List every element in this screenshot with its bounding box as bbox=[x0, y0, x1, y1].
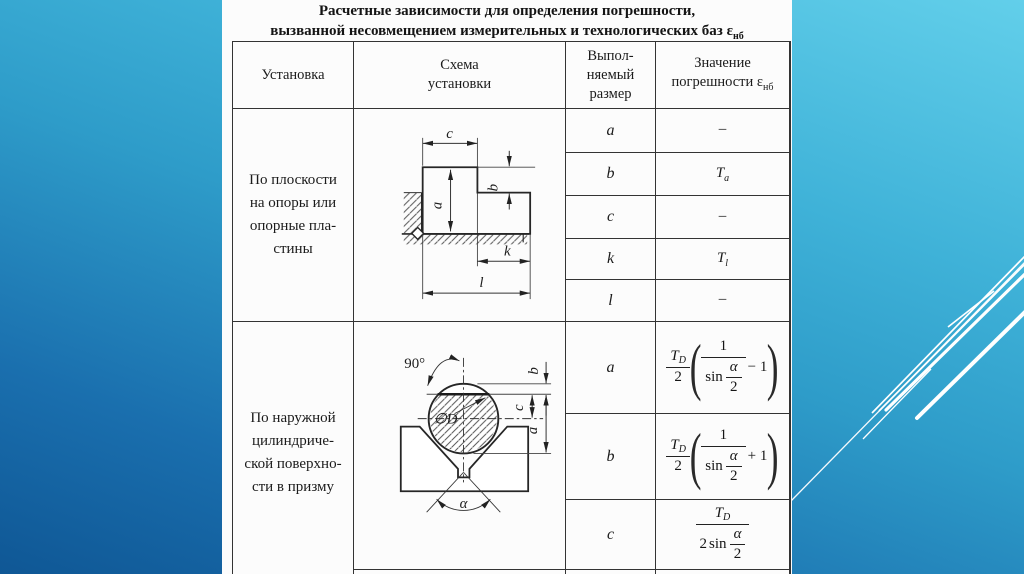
row1-size-l: l bbox=[566, 280, 656, 322]
row1-size-a: a bbox=[566, 109, 656, 153]
dim2-c-label: c bbox=[511, 404, 528, 411]
angle-alpha-label: α bbox=[459, 496, 468, 513]
row1-value-c: – bbox=[656, 196, 790, 239]
header-schema: Схема установки bbox=[354, 42, 566, 109]
dim-k-label: k bbox=[503, 243, 511, 260]
header-znachenie: Значение погрешности $\varepsilon_{нб}$ bbox=[656, 42, 790, 109]
cut-row-value-cell bbox=[656, 570, 790, 574]
content-panel bbox=[222, 0, 792, 574]
angle-90-label: 90° bbox=[404, 355, 426, 372]
dim-l-label: l bbox=[479, 275, 484, 292]
row2-label: По наружной цилиндриче- ской поверхно- сти в призму bbox=[233, 322, 354, 574]
diameter-label: ∅D bbox=[433, 411, 458, 428]
row2-value-c bbox=[656, 500, 790, 570]
row1-size-k: k bbox=[566, 239, 656, 280]
row1-size-b: b bbox=[566, 153, 656, 196]
dim-b-label: b bbox=[485, 183, 502, 192]
slide-title bbox=[222, 2, 792, 46]
row1-value-b: $T_a$ bbox=[656, 153, 790, 196]
row1-schematic bbox=[354, 109, 566, 322]
error-table bbox=[232, 41, 791, 574]
row1-size-c: c bbox=[566, 196, 656, 239]
row1-value-l: – bbox=[656, 280, 790, 322]
title-line2: вызванной несовмещением измерительных и технологических баз $\varepsilon_{нб}$ bbox=[270, 22, 744, 42]
row1-value-a: – bbox=[656, 109, 790, 153]
cut-row-schema-cell bbox=[354, 570, 566, 574]
dim-c-label: c bbox=[446, 125, 453, 142]
row2-schematic-svg bbox=[354, 322, 565, 569]
dim2-b-label: b bbox=[526, 367, 543, 375]
row2-size-c: c bbox=[566, 500, 656, 570]
formula-a: T $_D$ 2 ( 1 sin α 2 − 1 ) bbox=[666, 337, 778, 398]
row2-size-b: b bbox=[566, 414, 656, 500]
title-line1: Расчетные зависимости для определения погрешности, bbox=[318, 3, 696, 19]
row1-value-k: $T_l$ bbox=[656, 239, 790, 280]
row2-value-b bbox=[656, 414, 790, 500]
row1-schematic-svg bbox=[354, 109, 565, 321]
header-razmer: Выпол- няемый размер bbox=[566, 42, 656, 109]
formula-c: T $_D$ 2 sin α 2 bbox=[696, 504, 750, 565]
header-ustanovka: Установка bbox=[233, 42, 354, 109]
dim-a-label: a bbox=[429, 201, 446, 210]
row2-schematic bbox=[354, 322, 566, 570]
row2-size-a: a bbox=[566, 322, 656, 414]
cut-row-size-cell bbox=[566, 570, 656, 574]
row1-label: По плоскости на опоры или опорные пла- стины bbox=[233, 109, 354, 322]
title-epsilon-sub: нб bbox=[732, 30, 744, 42]
formula-b: T $_D$ 2 ( 1 sin α 2 + 1 ) bbox=[666, 426, 778, 487]
dim2-a-label: a bbox=[525, 426, 542, 435]
row2-value-a bbox=[656, 322, 790, 414]
